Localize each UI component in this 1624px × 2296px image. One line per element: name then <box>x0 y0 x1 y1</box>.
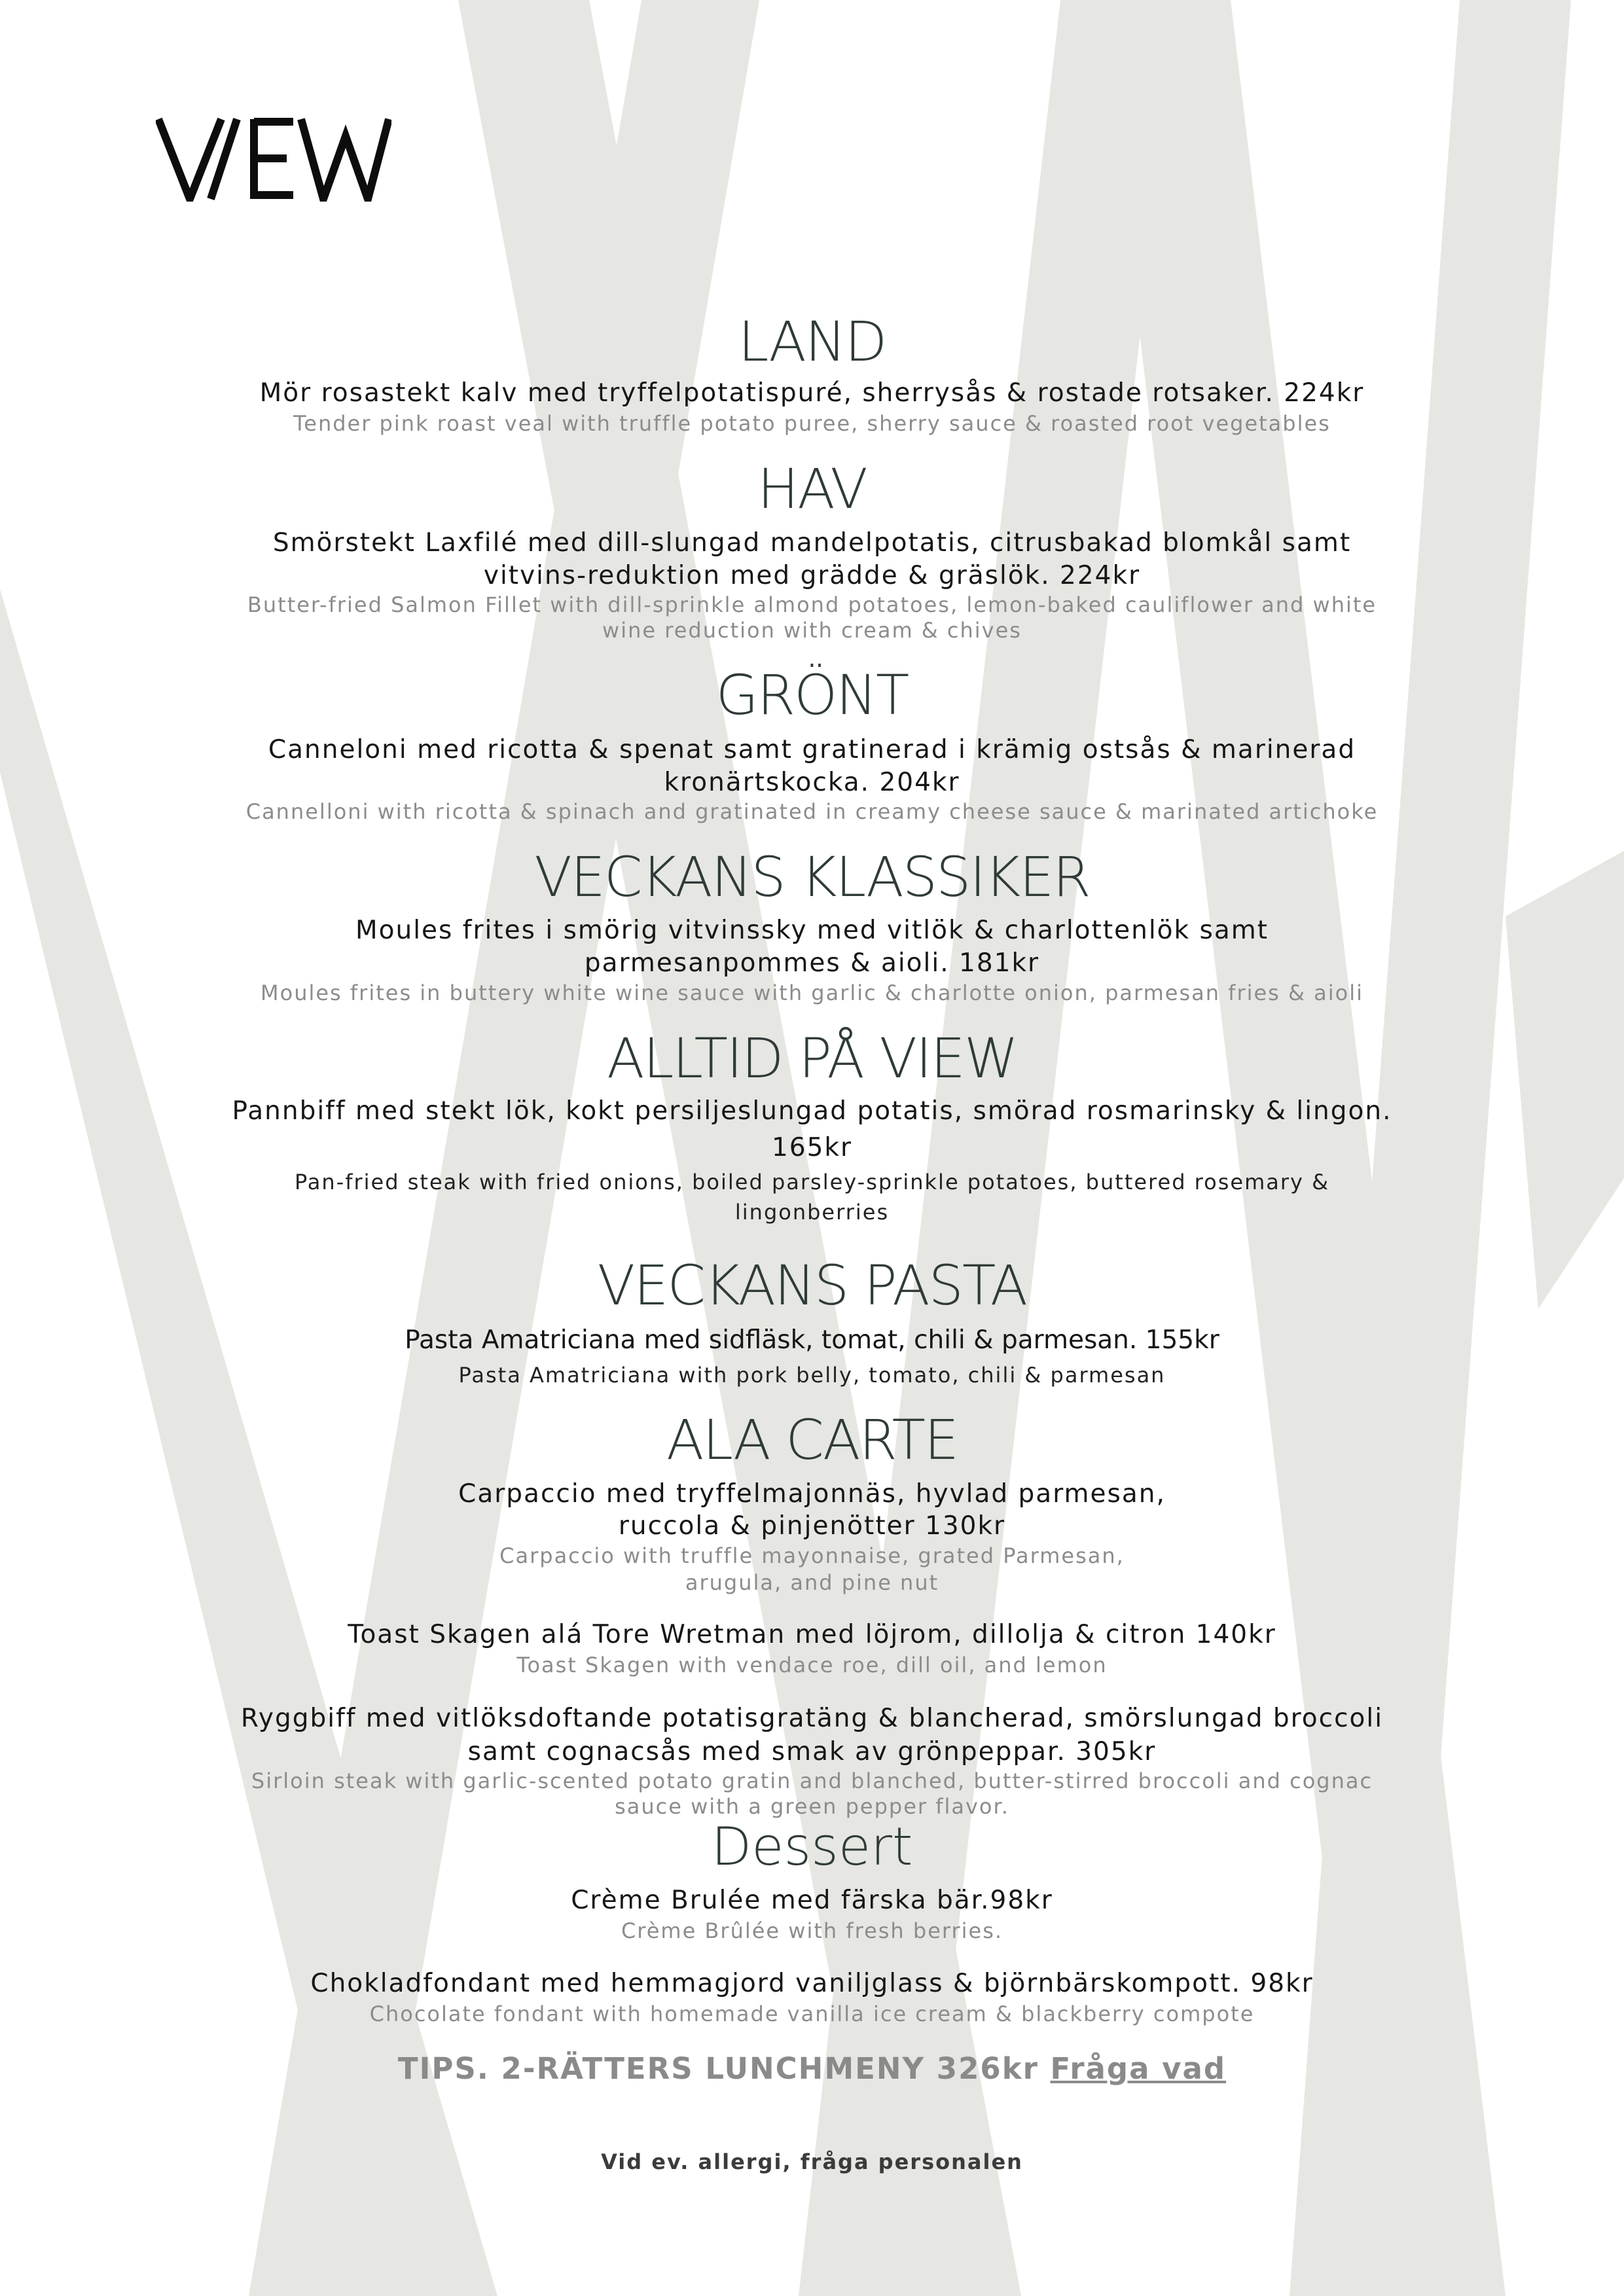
dish-description: wine reduction with cream & chives <box>602 618 1022 643</box>
dish-name: Moules frites i smörig vitvinssky med vitlök & charlottenlök samt <box>355 916 1269 945</box>
view-logo <box>156 117 391 202</box>
dish-description: Moules frites in buttery white wine sauce with garlic & charlotte onion, parmesan fries & aioli <box>261 980 1363 1005</box>
dish-name: Pannbiff med stekt lök, kokt persiljeslungad potatis, smörad rosmarinsky & lingon. <box>232 1096 1392 1126</box>
section-heading-hav: HAV <box>757 457 867 521</box>
section-heading-alltid: ALLTID PÅ VIEW <box>607 1026 1017 1090</box>
dish-name: Ryggbiff med vitlöksdoftande potatisgratäng & blancherad, smörslungad broccoli <box>240 1704 1384 1733</box>
section-heading-land: LAND <box>738 310 886 374</box>
lunch-tip <box>157 2051 1467 2086</box>
section-heading-klassiker: VECKANS KLASSIKER <box>534 845 1090 909</box>
dish-name: Chokladfondant med hemmagjord vaniljglass & björnbärskompott. 98kr <box>310 1969 1314 1998</box>
dish-name: 165kr <box>771 1133 853 1162</box>
dish-name: ruccola & pinjenötter 130kr <box>618 1511 1006 1541</box>
dish-description: Tender pink roast veal with truffle potato puree, sherry sauce & roasted root vegetables <box>293 411 1331 436</box>
section-heading-gront: GRÖNT <box>715 663 909 727</box>
dish-description: Carpaccio with truffle mayonnaise, grated Parmesan, <box>499 1543 1125 1568</box>
ask-link[interactable]: Fråga vad <box>1050 2051 1227 2086</box>
dish-name: Toast Skagen alá Tore Wretman med löjrom, dillolja & citron 140kr <box>348 1620 1276 1649</box>
dish-name: Smörstekt Laxfilé med dill-slungad mandelpotatis, citrusbakad blomkål samt <box>272 528 1352 558</box>
dish-description: sauce with a green pepper flavor. <box>615 1794 1009 1819</box>
section-heading-pasta: VECKANS PASTA <box>597 1253 1027 1318</box>
dish-description: Butter-fried Salmon Fillet with dill-sprinkle almond potatoes, lemon-baked cauliflower and white <box>247 592 1377 617</box>
dish-description: Crème Brûlée with fresh berries. <box>621 1918 1003 1943</box>
dish-name: Pasta Amatriciana med sidfläsk, tomat, chili & parmesan. 155kr <box>405 1325 1219 1355</box>
dish-name: vitvins-reduktion med grädde & gräslök. 224kr <box>483 561 1141 590</box>
dish-description: Pan-fried steak with fried onions, boiled parsley-sprinkle potatoes, buttered rosemary & <box>294 1170 1330 1194</box>
dish-description: Sirloin steak with garlic-scented potato gratin and blanched, butter-stirred broccoli and cognac <box>251 1768 1373 1793</box>
dish-name: kronärtskocka. 204kr <box>664 768 960 797</box>
lunch-tip-text: TIPS. 2-RÄTTERS LUNCHMENY 326kr <box>397 2051 1051 2086</box>
dish-name: Mör rosastekt kalv med tryffelpotatispuré, sherrysås & rostade rotsaker. 224kr <box>259 378 1365 408</box>
dish-name: samt cognacsås med smak av grönpeppar. 305kr <box>467 1737 1157 1767</box>
allergy-note: Vid ev. allergi, fråga personalen <box>601 2149 1023 2174</box>
dish-name: Crème Brulée med färska bär.98kr <box>571 1886 1053 1915</box>
dish-description: lingonberries <box>734 1200 890 1225</box>
dish-name: parmesanpommes & aioli. 181kr <box>584 948 1040 978</box>
dish-description: arugula, and pine nut <box>685 1570 939 1595</box>
dish-description: Chocolate fondant with homemade vanilla ice cream & blackberry compote <box>369 2001 1255 2026</box>
dish-name: Carpaccio med tryffelmajonnäs, hyvlad parmesan, <box>458 1479 1166 1509</box>
dish-description: Pasta Amatriciana with pork belly, tomato, chili & parmesan <box>458 1363 1166 1388</box>
section-heading-alacarte: ALA CARTE <box>666 1408 958 1472</box>
dish-description: Cannelloni with ricotta & spinach and gratinated in creamy cheese sauce & marinated artichoke <box>245 799 1379 824</box>
dish-name: Canneloni med ricotta & spenat samt gratinerad i krämig ostsås & marinerad <box>268 735 1356 764</box>
dish-description: Toast Skagen with vendace roe, dill oil, and lemon <box>516 1653 1108 1677</box>
section-heading-dessert: Dessert <box>711 1816 913 1877</box>
